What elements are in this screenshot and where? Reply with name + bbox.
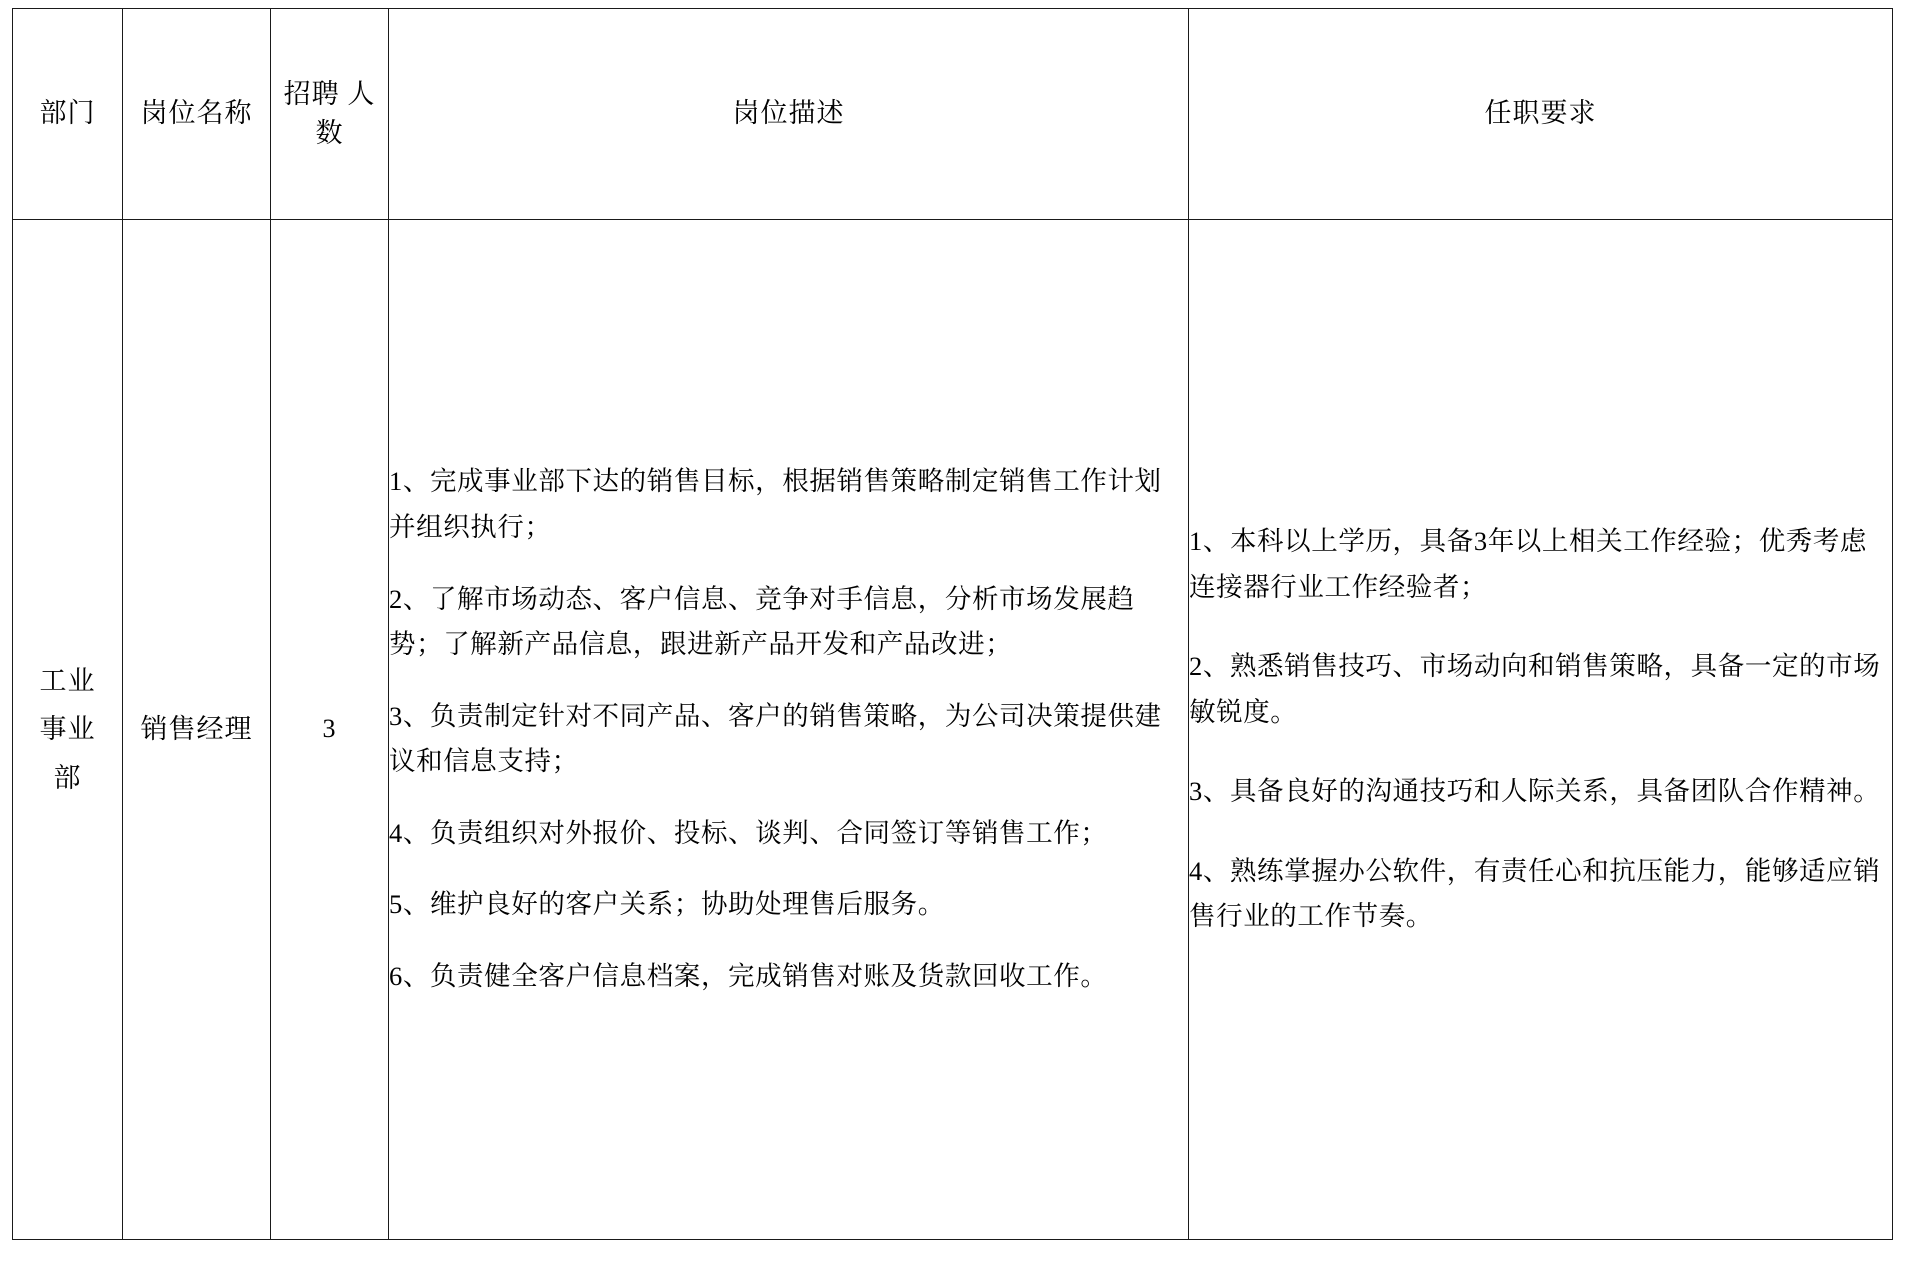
cell-requirements	[1189, 220, 1893, 1240]
header-requirements-label: 任职要求	[1484, 98, 1597, 129]
job-description-item: 2、了解市场动态、客户信息、竞争对手信息，分析市场发展趋势；了解新产品信息，跟进新产品开发和产品改进；	[389, 583, 1135, 660]
cell-department	[13, 220, 123, 1240]
header-cell-job-description	[389, 9, 1189, 220]
header-headcount-label	[277, 75, 382, 153]
job-title-value: 销售经理	[140, 714, 253, 745]
requirement-item: 1、本科以上学历，具备3年以上相关工作经验；优秀考虑连接器行业工作经验者；	[1189, 525, 1868, 602]
header-department-label: 部门	[39, 98, 96, 129]
header-headcount-line-2: 人数	[315, 78, 376, 148]
document-page	[0, 8, 1905, 1264]
cell-job-description	[389, 220, 1189, 1240]
requirement-item: 2、熟悉销售技巧、市场动向和销售策略，具备一定的市场敏锐度。	[1189, 651, 1881, 727]
header-headcount-line-1: 招聘	[283, 78, 340, 109]
job-description-item: 6、负责健全客户信息档案，完成销售对账及货款回收工作。	[389, 961, 1108, 992]
cell-job-title	[123, 220, 271, 1240]
header-job-title-label: 岗位名称	[140, 98, 253, 129]
job-posting-table	[12, 8, 1893, 1240]
department-line-2: 事业	[39, 714, 96, 745]
table-header-row	[13, 9, 1893, 220]
job-description-item: 4、负责组织对外报价、投标、谈判、合同签订等销售工作；	[389, 817, 1108, 848]
requirement-item: 4、熟练掌握办公软件，有责任心和抗压能力，能够适应销售行业的工作节奏。	[1189, 855, 1881, 932]
department-value	[13, 657, 122, 803]
cell-headcount	[271, 220, 389, 1240]
header-cell-job-title	[123, 9, 271, 220]
requirement-item: 3、具备良好的沟通技巧和人际关系，具备团队合作精神。	[1189, 776, 1881, 807]
headcount-value: 3	[322, 714, 337, 744]
job-description-item: 5、维护良好的客户关系；协助处理售后服务。	[389, 889, 945, 920]
header-cell-requirements	[1189, 9, 1893, 220]
job-description-item: 3、负责制定针对不同产品、客户的销售策略，为公司决策提供建议和信息支持；	[389, 700, 1162, 777]
table-row	[13, 220, 1893, 1240]
header-job-description-label: 岗位描述	[732, 98, 845, 129]
department-line-1: 工业	[39, 665, 96, 696]
header-cell-headcount	[271, 9, 389, 220]
job-description-item: 1、完成事业部下达的销售目标，根据销售策略制定销售工作计划并组织执行；	[389, 466, 1162, 542]
department-line-3: 部	[53, 762, 82, 793]
header-cell-department	[13, 9, 123, 220]
